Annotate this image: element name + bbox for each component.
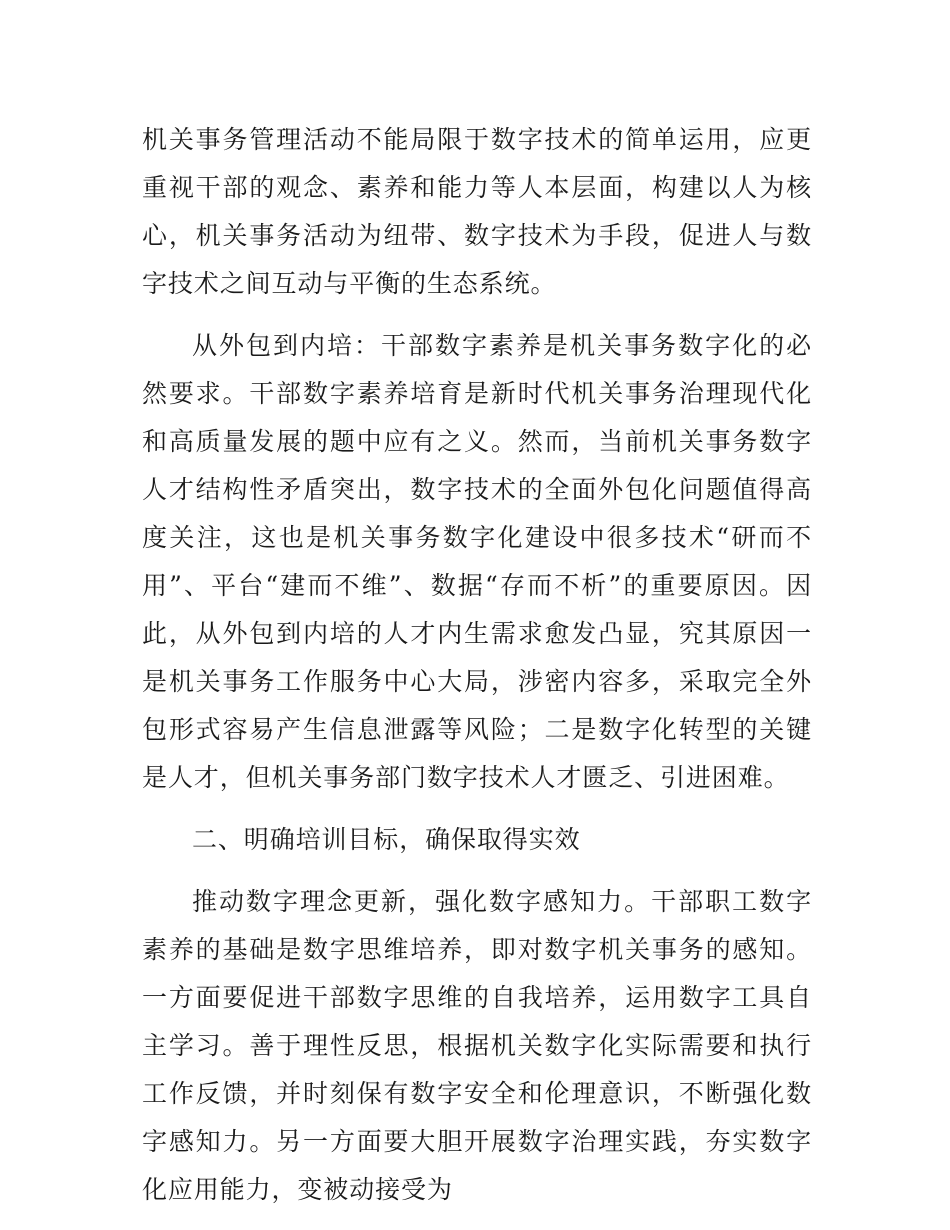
- paragraph-continuation: 机关事务管理活动不能局限于数字技术的简单运用，应更重视干部的观念、素养和能力等人本层面，构建以人为核心，机关事务活动为纽带、数字技术为手段，促进人与数字技术之间互动与平衡的生态系统。: [142, 125, 812, 298]
- section-heading-training-goals: 二、明确培训目标，确保取得实效: [192, 825, 581, 854]
- paragraph-digital-awareness: 推动数字理念更新，强化数字感知力。干部职工数字素养的基础是数字思维培养，即对数字机关事务的感知。一方面要促进干部数字思维的自我培养，运用数字工具自主学习。善于理性反思，根据机关数字化实际需要和执行工作反馈，并时刻保有数字安全和伦理意识，不断强化数字感知力。另一方面要大胆开展数字治理实践，夯实数字化应用能力，变被动接受为: [142, 887, 812, 1204]
- paragraph-outsourcing-to-training: 从外包到内培：干部数字素养是机关事务数字化的必然要求。干部数字素养培育是新时代机关事务治理现代化和高质量发展的题中应有之义。然而，当前机关事务数字人才结构性矛盾突出，数字技术的全面外包化问题值得高度关注，这也是机关事务数字化建设中很多技术“研而不用”、平台“建而不维”、数据“存而不析”的重要原因。因此，从外包到内培的人才内生需求愈发凸显，究其原因一是机关事务工作服务中心大局，涉密内容多，采取完全外包形式容易产生信息泄露等风险；二是数字化转型的关键是人才，但机关事务部门数字技术人才匮乏、引进困难。: [142, 331, 812, 792]
- document-body: [142, 116, 812, 1228]
